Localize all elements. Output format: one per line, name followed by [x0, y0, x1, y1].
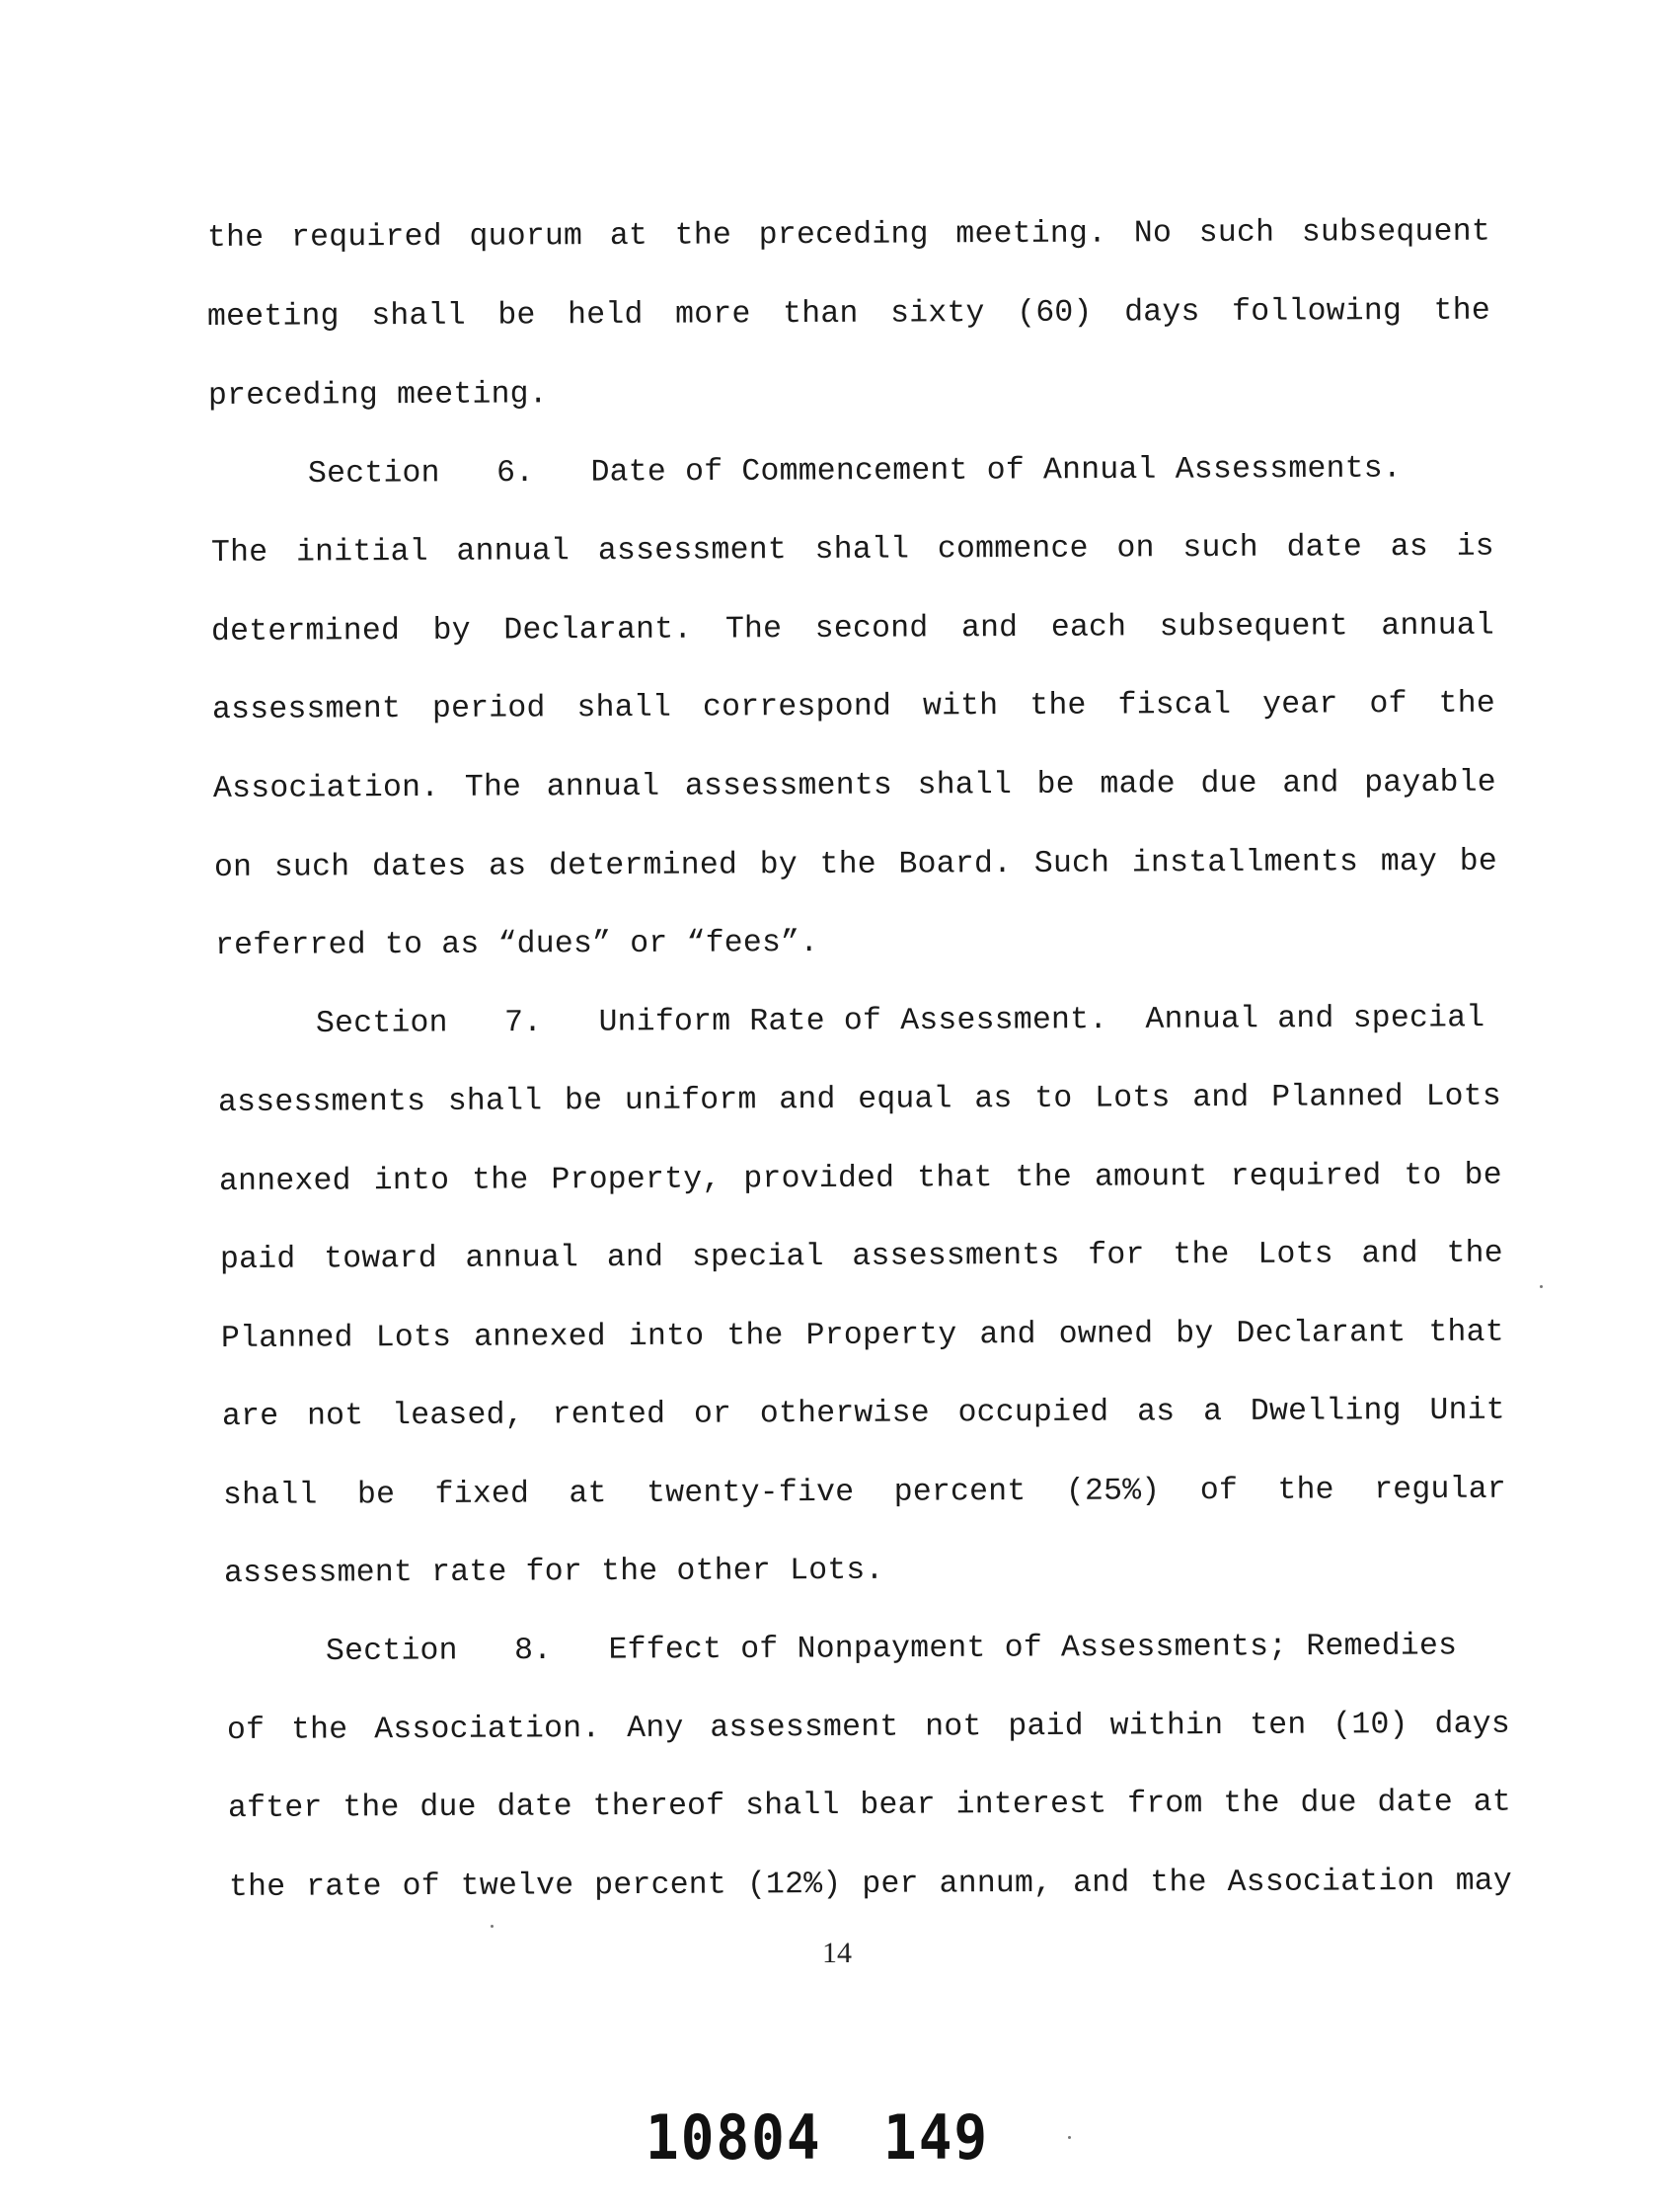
word: assessments [217, 1084, 426, 1120]
scan-speck [1068, 2136, 1071, 2139]
word: dates [371, 849, 467, 885]
word: shall [814, 532, 910, 569]
word: twenty-five [647, 1475, 855, 1511]
word: and [979, 1317, 1036, 1353]
word: required [1230, 1159, 1382, 1194]
word: the [1277, 1473, 1334, 1508]
word: date [496, 1790, 572, 1825]
word: and [960, 611, 1019, 647]
word: the [1223, 1786, 1280, 1822]
word: The [210, 535, 268, 571]
word: each [1050, 610, 1127, 646]
word: Board. [898, 847, 1013, 882]
word: at [569, 1477, 607, 1512]
word: held [568, 297, 644, 334]
word: to [1404, 1158, 1442, 1194]
body-line-2 [207, 292, 1490, 338]
word: Planned [1271, 1080, 1404, 1115]
body-line-20 [227, 1706, 1510, 1751]
body-line-14 [220, 1235, 1503, 1280]
word: that [917, 1161, 993, 1196]
word: may [1380, 844, 1438, 880]
word: of [1369, 687, 1408, 723]
word: per [862, 1867, 919, 1902]
word: or [693, 1397, 732, 1432]
word: days [1434, 1707, 1510, 1743]
word: Association [1227, 1865, 1435, 1901]
word: required [290, 219, 442, 256]
word: more [675, 297, 751, 333]
body-line-8 [213, 764, 1496, 809]
word: and [606, 1240, 664, 1276]
body-line-22 [229, 1863, 1512, 1908]
body-line-12 [218, 1078, 1501, 1123]
word: Declarant. [503, 612, 693, 648]
word: paid [219, 1242, 296, 1277]
word: fiscal [1117, 687, 1232, 724]
word: the [1446, 1236, 1503, 1271]
word: with [922, 689, 999, 725]
word: made [1100, 767, 1176, 802]
word: toward [324, 1241, 437, 1277]
word: Lots [1425, 1079, 1502, 1115]
word: annexed [474, 1320, 606, 1355]
word: the [228, 1869, 286, 1905]
word: quorum [469, 219, 583, 255]
word: The [724, 612, 783, 648]
word: Association. [212, 770, 440, 806]
word: uniform [624, 1083, 757, 1118]
word: are [221, 1399, 279, 1434]
word: is [1456, 529, 1494, 565]
word: due [419, 1790, 477, 1826]
body-line-13 [219, 1157, 1502, 1202]
word: Property [805, 1318, 957, 1354]
body-line-1 [207, 213, 1490, 259]
word: following [1232, 294, 1403, 330]
word: Lots [1095, 1081, 1171, 1116]
section-7-heading-line: Section 7. Uniform Rate of Assessment. Annual and special [315, 1001, 1485, 1041]
body-line-10: referred to as “dues” or “fees”. [214, 926, 819, 963]
word: Any [627, 1711, 684, 1747]
word: may [1455, 1864, 1513, 1899]
word: be [1459, 844, 1498, 879]
word: Association. [374, 1712, 601, 1748]
word: annual [456, 534, 571, 570]
word: the [674, 218, 732, 254]
word: paid [1008, 1709, 1084, 1745]
body-line-15 [221, 1314, 1504, 1359]
body-line-5 [211, 528, 1494, 573]
word: Unit [1429, 1393, 1505, 1429]
word: meeting. [955, 216, 1107, 253]
scan-speck [491, 1925, 494, 1928]
word: (25%) [1065, 1474, 1161, 1509]
word: Dwelling [1250, 1394, 1402, 1429]
word: as [489, 849, 527, 884]
word: bear [860, 1788, 936, 1823]
word: due [1200, 766, 1257, 802]
word: owned [1058, 1317, 1154, 1352]
word: of [402, 1869, 440, 1905]
word: No [1133, 216, 1173, 252]
word: days [1124, 295, 1200, 331]
recording-stamp-book: 10804 [646, 2102, 822, 2174]
word: installments [1131, 845, 1359, 881]
word: from [1127, 1787, 1203, 1822]
word: be [1464, 1158, 1502, 1193]
word: by [759, 848, 798, 883]
word: percent [893, 1475, 1027, 1510]
word: fixed [434, 1477, 530, 1512]
recording-stamp-page: 149 [883, 2102, 990, 2174]
body-line-7 [212, 685, 1495, 730]
word: and [1073, 1866, 1130, 1901]
word: shall [447, 1084, 543, 1119]
word: the [1150, 1866, 1207, 1901]
word: by [1176, 1317, 1214, 1352]
word: the [206, 220, 265, 256]
word: determined [548, 848, 738, 884]
word: at [609, 218, 648, 255]
word: at [1473, 1785, 1512, 1820]
word: shall [576, 690, 672, 726]
word: second [814, 611, 929, 648]
word: for [1088, 1238, 1145, 1273]
word: leased, [392, 1398, 524, 1434]
word: Lots [1257, 1237, 1333, 1272]
word: period [431, 691, 546, 726]
word: on [213, 850, 253, 885]
word: after [227, 1791, 323, 1826]
word: shall [745, 1788, 840, 1824]
word: not [925, 1710, 982, 1745]
section-8-heading-line: Section 8. Effect of Nonpayment of Assessments; Remedies [325, 1629, 1458, 1669]
word: the [726, 1319, 784, 1354]
word: The [464, 770, 522, 805]
word: on [1116, 531, 1155, 567]
word: be [1036, 767, 1075, 802]
word: occupied [957, 1395, 1109, 1431]
word: of [1199, 1473, 1239, 1509]
word: the [290, 1713, 348, 1748]
section-6-heading-line: Section 6. Date of Commencement of Annual Assessments. [307, 451, 1403, 492]
page-number: 14 [822, 1937, 852, 1969]
word: that [1428, 1315, 1504, 1351]
word: preceding [758, 217, 929, 254]
word: assessment [710, 1710, 899, 1746]
word: year [1262, 687, 1338, 723]
word: sixty [890, 296, 985, 332]
word: as [1137, 1395, 1176, 1430]
body-line-16 [222, 1392, 1505, 1437]
word: than [783, 296, 859, 333]
word: the [472, 1163, 529, 1198]
word: ten [1250, 1708, 1307, 1743]
word: Such [1033, 846, 1110, 881]
word: into [373, 1163, 450, 1199]
word: meeting [206, 299, 340, 335]
word: annual [546, 769, 660, 805]
word: the [819, 847, 876, 883]
word: interest [955, 1787, 1107, 1823]
word: regular [1374, 1472, 1506, 1508]
word: provided [743, 1161, 895, 1197]
word: the [1433, 293, 1491, 329]
word: by [432, 613, 471, 648]
word: assessment [597, 533, 787, 570]
word: within [1109, 1709, 1224, 1744]
word: initial [295, 534, 428, 571]
word: assessments [852, 1238, 1060, 1274]
word: (10) [1332, 1708, 1408, 1743]
word: the [342, 1791, 400, 1826]
word: the [1015, 1160, 1073, 1196]
word: Planned [220, 1321, 353, 1356]
word: the [1438, 686, 1496, 722]
word: otherwise [759, 1396, 930, 1432]
word: annum, [939, 1866, 1053, 1902]
word: thereof [592, 1789, 725, 1825]
word: annexed [218, 1164, 351, 1199]
word: as [1390, 529, 1429, 566]
word: date [1377, 1785, 1454, 1821]
word: and [1361, 1237, 1418, 1272]
word: and [1192, 1080, 1250, 1116]
word: Property, [551, 1162, 722, 1198]
body-line-6 [211, 607, 1494, 652]
word: percent [594, 1868, 727, 1904]
word: such [273, 850, 350, 885]
word: be [564, 1084, 603, 1119]
word: and [779, 1082, 836, 1118]
word: the [1173, 1238, 1230, 1273]
word: shall [222, 1478, 318, 1513]
body-line-17 [223, 1471, 1506, 1516]
word: correspond [702, 689, 892, 725]
word: date [1286, 530, 1363, 566]
word: equal [858, 1082, 952, 1117]
word: shall [917, 768, 1013, 803]
word: be [497, 298, 536, 334]
body-line-21 [228, 1784, 1511, 1829]
word: due [1300, 1786, 1357, 1821]
word: as [974, 1082, 1013, 1117]
word: such [1182, 530, 1258, 567]
word: such [1198, 215, 1275, 252]
body-line-18: assessment rate for the other Lots. [223, 1553, 884, 1591]
word: into [628, 1319, 705, 1354]
word: subsequent [1301, 214, 1490, 251]
word: be [356, 1478, 396, 1513]
word: annual [1381, 608, 1495, 645]
word: Declarant [1236, 1316, 1407, 1351]
word: amount [1094, 1160, 1208, 1195]
word: rate [306, 1869, 382, 1905]
word: twelve [460, 1869, 574, 1904]
word: (60) [1017, 295, 1093, 331]
word: payable [1364, 765, 1496, 801]
scan-speck [1540, 1285, 1543, 1288]
word: to [1034, 1081, 1073, 1116]
word: annual [465, 1241, 579, 1276]
word: not [306, 1399, 364, 1434]
word: of [226, 1713, 266, 1748]
word: (12%) [746, 1867, 842, 1903]
word: special [691, 1240, 824, 1275]
word: rented [552, 1397, 666, 1433]
word: a [1202, 1395, 1223, 1430]
body-line-9 [214, 843, 1497, 888]
word: assessment [211, 692, 402, 727]
word: commence [937, 531, 1089, 568]
word: and [1282, 766, 1339, 801]
word: Lots [375, 1320, 452, 1356]
word: assessments [684, 768, 893, 804]
word: subsequent [1159, 609, 1348, 646]
word: the [1029, 688, 1087, 724]
word: determined [210, 614, 401, 649]
body-line-3: preceding meeting. [207, 377, 548, 414]
word: shall [371, 298, 466, 335]
